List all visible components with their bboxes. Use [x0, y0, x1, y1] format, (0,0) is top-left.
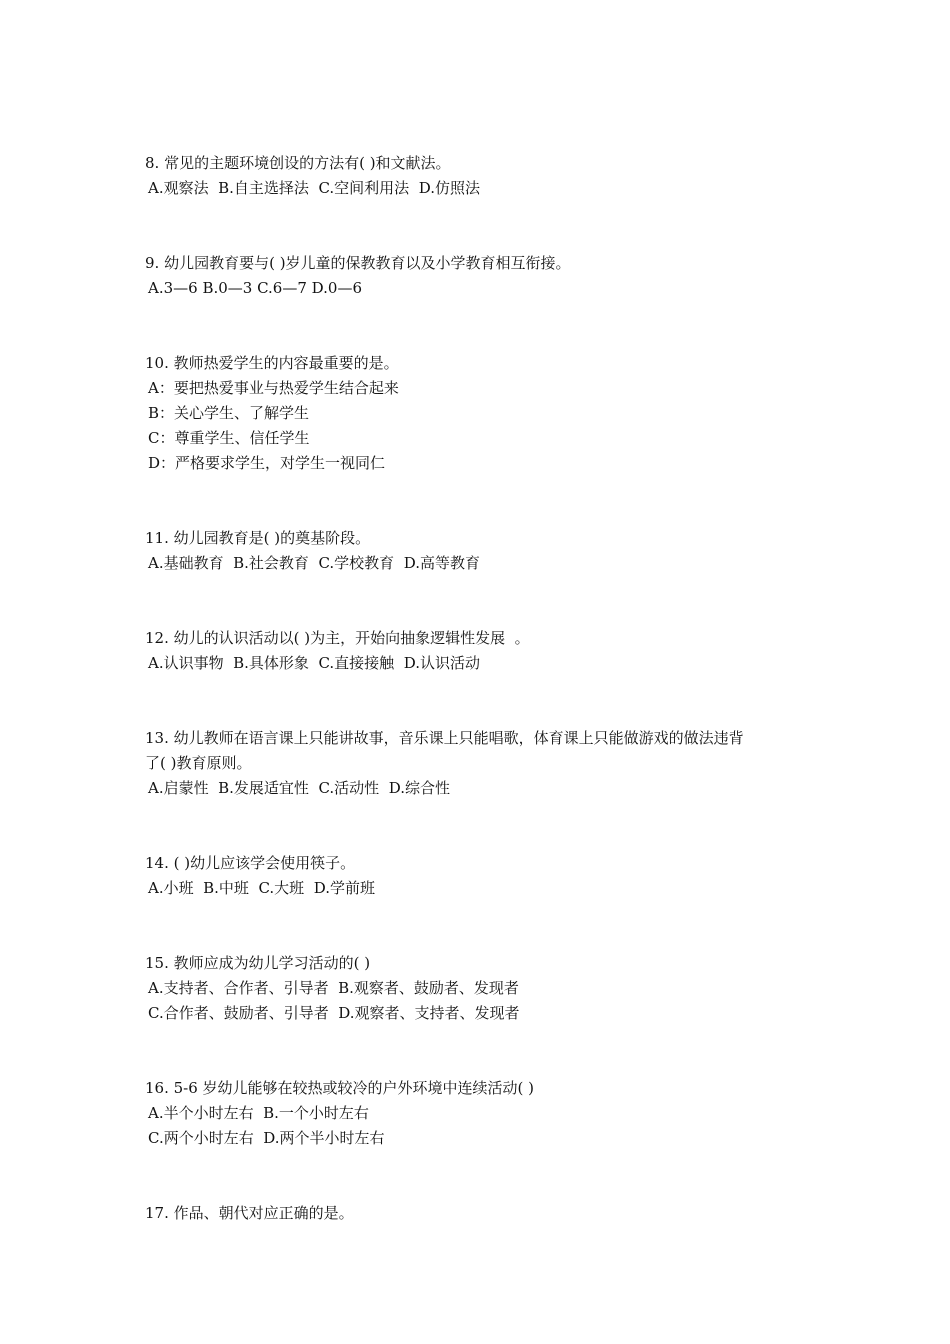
question-stem: 11. 幼儿园教育是( )的奠基阶段。 — [145, 529, 371, 547]
question-stem: 了( )教育原则。 — [145, 754, 252, 772]
question-options: A：要把热爱事业与热爱学生结合起来 — [148, 379, 399, 397]
question-options: A.认识事物 B.具体形象 C.直接接触 D.认识活动 — [148, 654, 480, 672]
question-options: A.半个小时左右 B.一个小时左右 — [148, 1104, 369, 1122]
question-options: A.观察法 B.自主选择法 C.空间利用法 D.仿照法 — [148, 179, 480, 197]
question-options: B：关心学生、了解学生 — [148, 404, 310, 422]
question-options: C：尊重学生、信任学生 — [148, 429, 310, 447]
question-block — [145, 351, 825, 476]
question-stem: 16. 5-6 岁幼儿能够在较热或较冷的户外环境中连续活动( ) — [145, 1079, 535, 1097]
question-options: A.启蒙性 B.发展适宜性 C.活动性 D.综合性 — [148, 779, 450, 797]
question-options: A.小班 B.中班 C.大班 D.学前班 — [148, 879, 375, 897]
question-stem: 9. 幼儿园教育要与( )岁儿童的保教教育以及小学教育相互衔接。 — [145, 254, 571, 272]
question-stem: 17. 作品、朝代对应正确的是。 — [145, 1204, 354, 1222]
question-block — [145, 151, 825, 201]
question-options: A.基础教育 B.社会教育 C.学校教育 D.高等教育 — [148, 554, 480, 572]
question-block — [145, 726, 825, 801]
question-options: C.合作者、鼓励者、引导者 D.观察者、支持者、发现者 — [148, 1004, 520, 1022]
question-options: D：严格要求学生，对学生一视同仁 — [148, 454, 386, 472]
question-stem: 12. 幼儿的认识活动以( )为主，开始向抽象逻辑性发展 。 — [145, 629, 530, 647]
question-options: A.3—6 B.0—3 C.6—7 D.0—6 — [148, 279, 363, 297]
question-stem: 13. 幼儿教师在语言课上只能讲故事，音乐课上只能唱歌，体育课上只能做游戏的做法违背 — [145, 729, 744, 747]
question-block — [145, 951, 825, 1026]
question-block — [145, 626, 825, 676]
question-block — [145, 526, 825, 576]
question-stem: 14. ( )幼儿应该学会使用筷子。 — [145, 854, 356, 872]
question-block — [145, 251, 825, 301]
question-block — [145, 1076, 825, 1151]
question-block — [145, 851, 825, 901]
question-list — [145, 151, 825, 1276]
question-options: C.两个小时左右 D.两个半小时左右 — [148, 1129, 385, 1147]
question-options: A.支持者、合作者、引导者 B.观察者、鼓励者、发现者 — [148, 979, 519, 997]
question-block — [145, 1201, 825, 1226]
question-stem: 8. 常见的主题环境创设的方法有( )和文献法。 — [145, 154, 451, 172]
question-stem: 15. 教师应成为幼儿学习活动的( ) — [145, 954, 371, 972]
question-stem: 10. 教师热爱学生的内容最重要的是。 — [145, 354, 399, 372]
